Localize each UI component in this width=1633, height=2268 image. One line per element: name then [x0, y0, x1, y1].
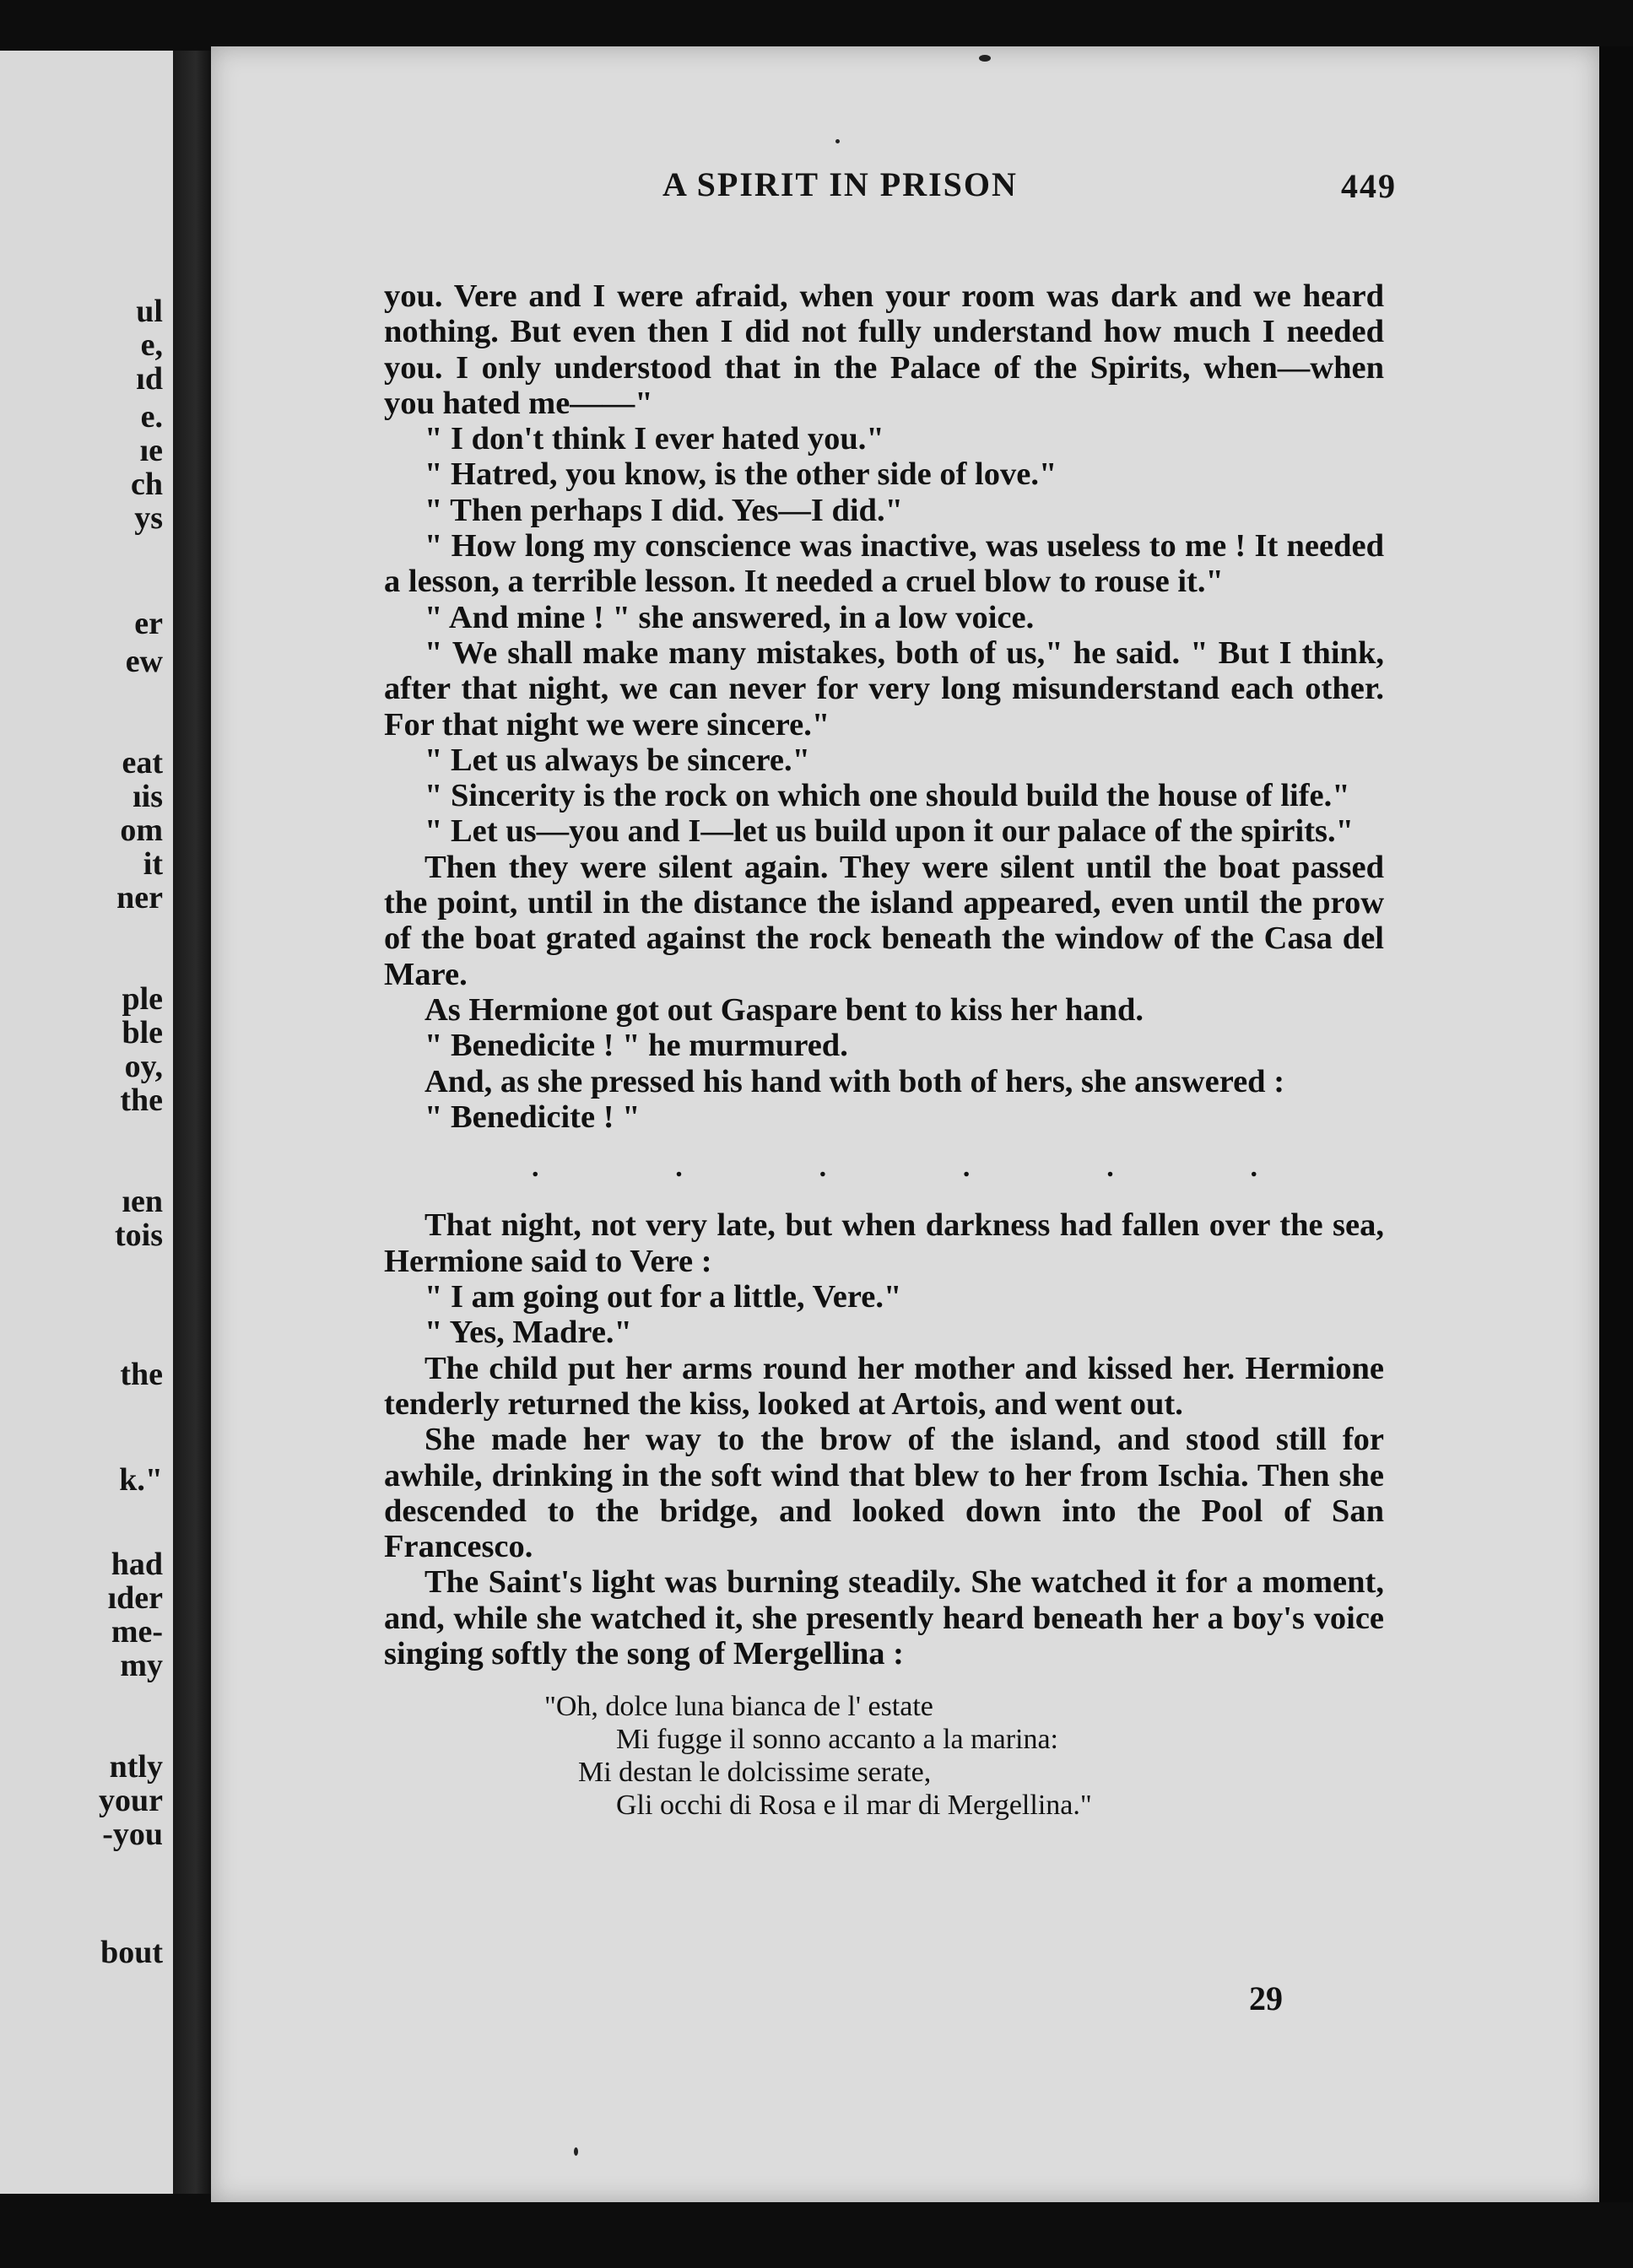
running-title: A SPIRIT IN PRISON — [662, 165, 1018, 203]
section-break-dot: . — [962, 1152, 971, 1184]
left-page-fragment: ner — [116, 880, 163, 915]
paragraph: " I don't think I ever hated you." — [424, 421, 884, 457]
section-break — [384, 1150, 1384, 1185]
scan-speck — [979, 55, 991, 62]
left-page-fragment: e. — [140, 399, 163, 435]
left-page-fragment: ew — [125, 644, 163, 679]
book-gutter — [173, 51, 211, 2194]
left-page-fragment: the — [120, 1083, 163, 1118]
left-page-fragment: ıder — [107, 1580, 163, 1616]
paragraph: you. Vere and I were afraid, when your room was dark and we heard nothing. But even then I did not fully understand how much I needed you. I only understood that in the Palace of the Spirits, when—when you hated me——" — [384, 278, 1384, 421]
section-break-dot: . — [1106, 1152, 1114, 1184]
left-page-fragment: e, — [140, 327, 163, 363]
paragraph: " Benedicite ! " — [424, 1099, 641, 1135]
left-page-fragment: ntly — [109, 1749, 163, 1785]
left-page-fragment: ıe — [139, 433, 163, 468]
left-page-fragment: ul — [136, 294, 163, 329]
paragraph: " Let us always be sincere." — [424, 742, 810, 778]
left-page-fragment: had — [111, 1547, 163, 1582]
paragraph: " We shall make many mistakes, both of us," he said. " But I think, after that night, we can never for very long misunderstand each other. For that night we were sincere." — [384, 634, 1384, 742]
left-page-fragment: -you — [102, 1817, 163, 1852]
scan-speck — [835, 139, 840, 143]
left-page-fragment: k." — [119, 1462, 163, 1498]
paragraph: " And mine ! " she answered, in a low voice. — [424, 599, 1035, 635]
left-page-fragment: ıen — [122, 1184, 163, 1219]
left-page-fragment: ch — [131, 467, 163, 502]
verse-line: "Oh, dolce luna bianca de l' estate — [544, 1691, 933, 1723]
text-block-2 — [384, 1207, 1384, 1671]
left-page-fragment: er — [134, 606, 163, 641]
left-page-fragment: bout — [100, 1935, 163, 1970]
paragraph: " Then perhaps I did. Yes—I did." — [424, 492, 903, 528]
page-number: 449 — [1341, 167, 1397, 205]
verse-quotation — [544, 1690, 1384, 1822]
left-page-fragment: ple — [122, 981, 163, 1017]
left-page-fragment: it — [143, 846, 163, 882]
paragraph: " Yes, Madre." — [424, 1315, 632, 1351]
verse-line: Mi destan le dolcissime serate, — [578, 1757, 932, 1789]
left-page-fragment: ble — [122, 1015, 163, 1050]
left-page-fragment: eat — [122, 745, 163, 780]
left-page-fragment: me- — [111, 1614, 163, 1650]
paragraph: " I am going out for a little, Vere." — [424, 1279, 902, 1315]
left-page-fragment: om — [120, 813, 163, 848]
left-page-fragment: your — [99, 1783, 163, 1818]
paragraph: " Sincerity is the rock on which one should build the house of life." — [424, 778, 1350, 814]
paragraph: " Benedicite ! " he murmured. — [424, 1028, 848, 1064]
section-break-dot: . — [1250, 1152, 1257, 1184]
previous-page-edge — [0, 51, 176, 2194]
verse-line: Mi fugge il sonno accanto a la marina: — [616, 1724, 1058, 1756]
scan-border — [1599, 46, 1633, 2202]
scan-speck — [574, 2147, 578, 2156]
paragraph: As Hermione got out Gaspare bent to kiss her hand. — [424, 991, 1144, 1028]
paragraph: That night, not very late, but when darkness had fallen over the sea, Hermione said to Vere : — [384, 1207, 1384, 1279]
section-break-dot: . — [675, 1152, 683, 1184]
left-page-fragment: ys — [134, 500, 163, 536]
paragraph: Then they were silent again. They were silent until the boat passed the point, until in the distance the island appeared, even until the prow of the boat grated against the rock beneath the window of the Casa del Mare. — [384, 849, 1384, 992]
left-page-fragment: oy, — [124, 1049, 163, 1084]
paragraph: And, as she pressed his hand with both of hers, she answered : — [424, 1063, 1285, 1099]
left-page-fragment: ıd — [136, 361, 163, 397]
paragraph: The Saint's light was burning steadily. She watched it for a moment, and, while she watched it, she presently heard beneath her a boy's voice singing softly the song of Mergellina : — [384, 1564, 1384, 1671]
paragraph: She made her way to the brow of the island, and stood still for awhile, drinking in the soft wind that blew to her from Ischia. Then she descended to the bridge, and looked down into the Pool of San Francesco. — [384, 1422, 1384, 1565]
section-break-dot: . — [819, 1152, 827, 1184]
paragraph: " Hatred, you know, is the other side of love." — [424, 456, 1057, 493]
text-block-1 — [384, 278, 1384, 1135]
paragraph: " Let us—you and I—let us build upon it our palace of the spirits." — [424, 813, 1354, 850]
section-break-dot: . — [532, 1152, 539, 1184]
verse-line: Gli occhi di Rosa e il mar di Mergellina." — [616, 1790, 1092, 1822]
paragraph: " How long my conscience was inactive, was useless to me ! It needed a lesson, a terrible lesson. It needed a cruel blow to rouse it." — [384, 528, 1384, 600]
left-page-fragment: ıis — [132, 779, 163, 814]
body-text — [384, 278, 1384, 1822]
left-page-fragment: tois — [115, 1218, 163, 1253]
paragraph: The child put her arms round her mother and kissed her. Hermione tenderly returned the kiss, looked at Artois, and went out. — [384, 1350, 1384, 1422]
signature-mark: 29 — [1249, 1979, 1283, 2017]
left-page-fragment: my — [120, 1648, 163, 1683]
left-page-fragment: the — [120, 1357, 163, 1392]
